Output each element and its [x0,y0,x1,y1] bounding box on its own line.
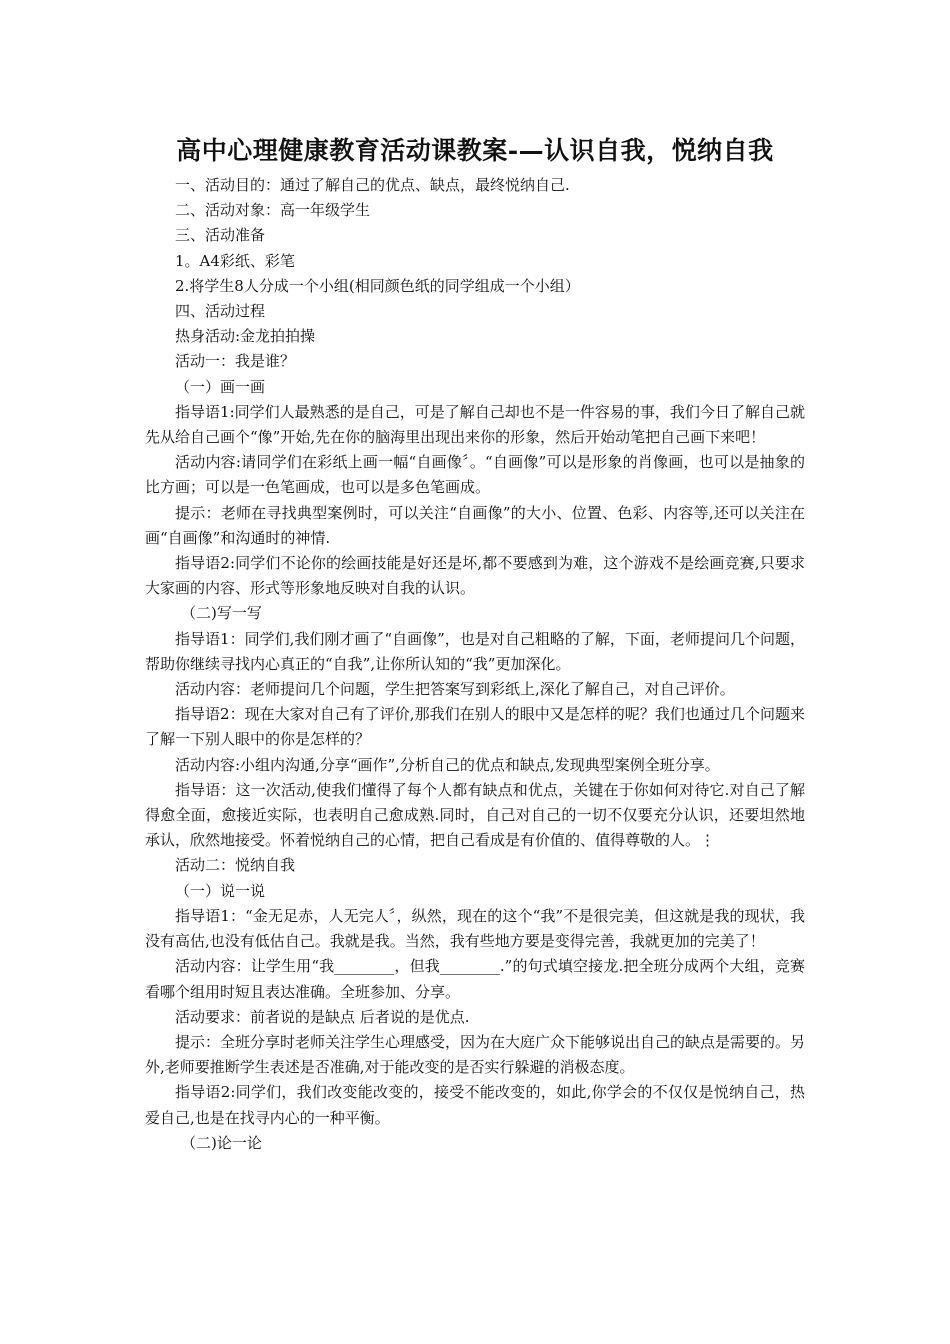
paragraph: 提示：全班分享时老师关注学生心理感受，因为在大庭广众下能够说出自己的缺点是需要的。另外,老师要推断学生表述是否准确,对于能改变的是否实行躲避的消极态度。 [145,1032,806,1077]
paragraph: 提示：老师在寻找典型案例时，可以关注“自画像”的大小、位置、色彩、内容等,还可以关注在画“自画像”和沟通时的神情. [145,503,805,547]
paragraph: 活动要求：前者说的是缺点 后者说的是优点. [175,1007,470,1026]
paragraph: 指导语2:同学们不论你的绘画技能是好还是坏,都不要感到为难，这个游戏不是绘画竞赛,只要求大家画的内容、形式等形象地反映对自我的认识。 [145,554,805,598]
paragraph: 三、活动准备 [175,226,266,245]
paragraph: 指导语1：同学们,我们刚才画了“自画像”，也是对自己粗略的了解，下面，老师提问几个问题，帮助你继续寻找内心真正的“自我”,让你所认知的“我”更加深化。 [145,629,805,673]
paragraph: 二、活动对象：高一年级学生 [175,201,371,220]
paragraph: 活动一：我是谁？ [175,352,296,371]
paragraph: 活动内容：老师提问几个问题，学生把答案写到彩纸上,深化了解自己，对自己评价。 [175,680,735,699]
paragraph: 指导语2:同学们，我们改变能改变的，接受不能改变的，如此,你学会的不仅仅是悦纳自己，热爱自己,也是在找寻内心的一种平衡。 [145,1083,805,1127]
paragraph: （一）说一说 [175,881,266,900]
paragraph: 活动内容:小组内沟通,分享“画作”,分析自己的优点和缺点,发现典型案例全班分享。 [175,755,720,774]
paragraph: 指导语1：“金无足赤，人无完人〞，纵然，现在的这个“我”不是很完美，但这就是我的现状，我没有高估,也没有低估自己。我就是我。当然，我有些地方要是变得完善，我就更加的完美了！ [145,906,805,951]
paragraph: 热身活动:金龙拍拍操 [175,327,316,346]
paragraph: 指导语2：现在大家对自己有了评价,那我们在别人的眼中又是怎样的呢？我们也通过几个问题来了解一下别人眼中的你是怎样的？ [145,705,805,749]
paragraph: 2.将学生8人分成一个小组(相同颜色纸的同学组成一个小组） [175,276,580,295]
paragraph: 1。A4彩纸、彩笔 [175,251,295,270]
paragraph: 一、活动目的：通过了解自己的优点、缺点，最终悦纳自己. [175,176,570,194]
paragraph: （二)论一论 [181,1133,262,1152]
paragraph: 活动内容：让学生用“我________，但我________.”的句式填空接龙.把全班分成两个大组，竞赛看哪个组用时短且表达准确。全班参加、分享。 [145,957,805,1001]
paragraph: 指导语1:同学们人最熟悉的是自己，可是了解自己却也不是一件容易的事，我们今日了解自己就先从给自己画个“像”开始,先在你的脑海里出现出来你的形象，然后开始动笔把自己画下来吧！ [145,402,805,447]
document-body [145,173,805,1156]
paragraph: （一）画一画 [175,377,266,396]
paragraph: 活动二：悦纳自我 [175,856,296,875]
paragraph: 四、活动过程 [175,302,266,321]
paragraph: 活动内容:请同学们在彩纸上画一幅“自画像〞。“自画像”可以是形象的肖像画，也可以是抽象的比方画；可以是一色笔画成，也可以是多色笔画成。 [145,453,805,497]
paragraph: （二)写一写 [181,604,262,623]
document-title: 高中心理健康教育活动课教案-—认识自我，悦纳自我 [176,136,774,165]
paragraph: 指导语：这一次活动,使我们懂得了每个人都有缺点和优点，关键在于你如何对待它.对自己了解得愈全面，愈接近实际，也表明自己愈成熟.同时，自己对自己的一切不仅要充分认识，还要坦然地承认，欣然地接受。怀着悦纳自己的心情，把自己看成是有价值的、值得尊敬的人。⋮ [145,780,805,850]
